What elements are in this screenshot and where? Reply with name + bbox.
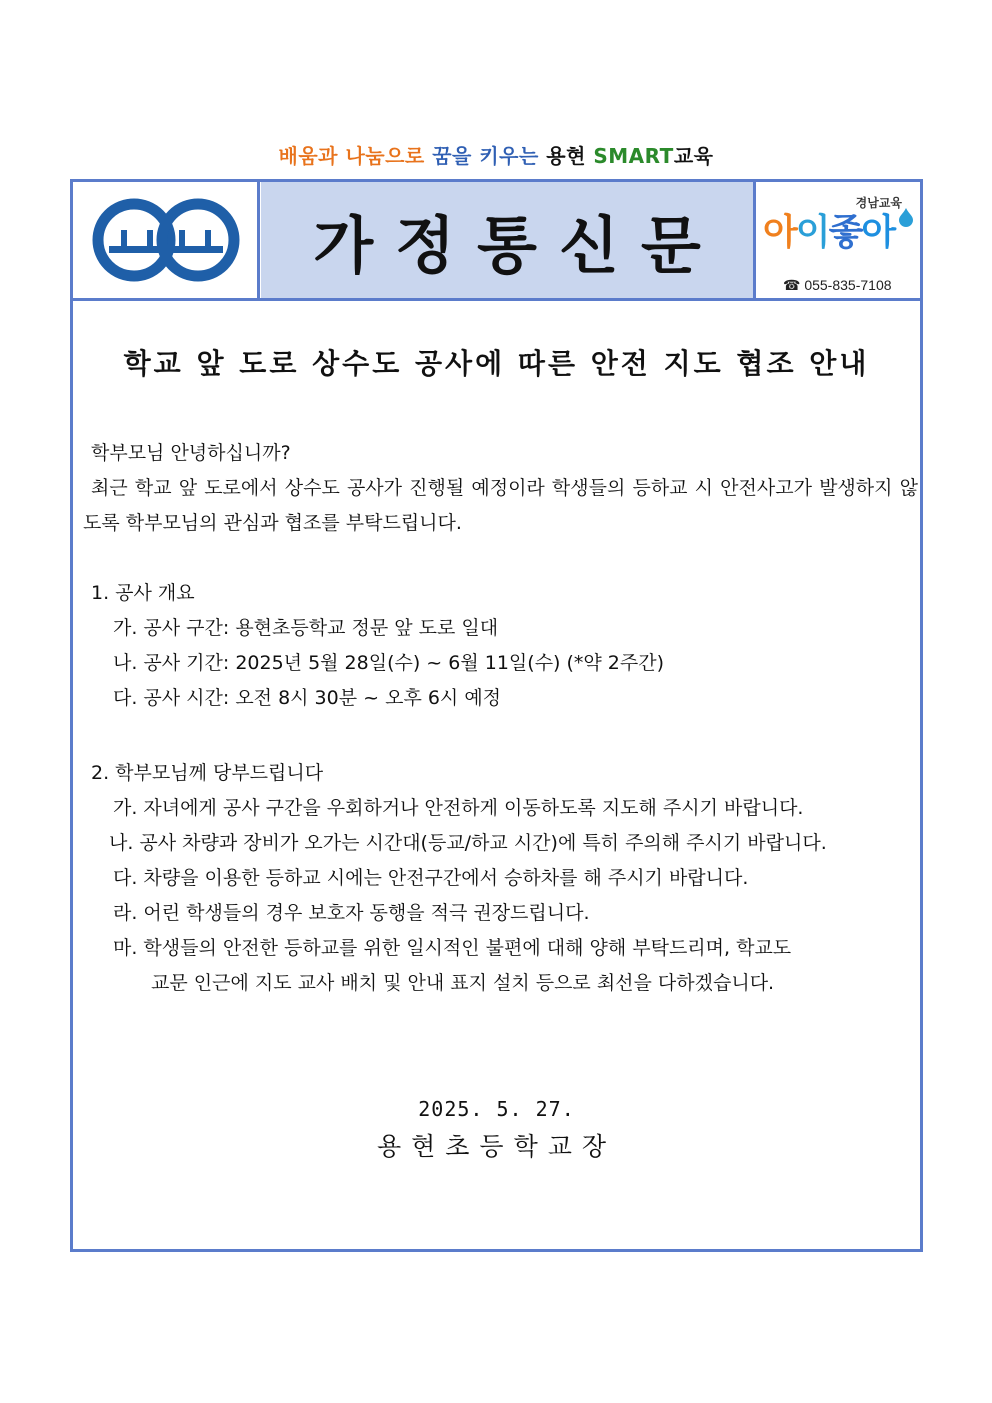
phone-number: ☎ 055-835-7108 <box>783 277 892 293</box>
slogan-part: 교육 <box>673 144 714 168</box>
list-item: 나. 공사 기간: 2025년 5월 28일(수) ~ 6월 11일(수) (*약 2주간) <box>113 652 665 674</box>
list-item: 마. 학생들의 안전한 등하교를 위한 일시적인 불편에 대해 양해 부탁드리며, 학교도 <box>113 937 792 959</box>
brand-logo: 아이좋아 <box>763 212 895 253</box>
list-item: 가. 공사 구간: 용현초등학교 정문 앞 도로 일대 <box>113 617 499 639</box>
list-item: 다. 공사 시간: 오전 8시 30분 ~ 오후 6시 예정 <box>113 687 502 709</box>
document-type-title: 가정통신문 <box>313 208 723 282</box>
school-emblem-icon <box>91 190 241 290</box>
list-item-continuation: 교문 인근에 지도 교사 배치 및 안내 표지 설치 등으로 최선을 다하겠습니다. <box>151 972 775 994</box>
slogan-part: 나눔으로 <box>345 144 433 168</box>
signer: 용현초등학교장 <box>376 1132 617 1161</box>
greeting: 학부모님 안녕하십니까? <box>91 442 291 464</box>
slogan-part: 용현 <box>546 144 594 168</box>
section-heading: 2. 학부모님께 당부드립니다 <box>91 762 324 784</box>
section-heading: 1. 공사 개요 <box>91 582 195 604</box>
education-office-label: 경남교육 <box>855 196 902 210</box>
list-item: 가. 자녀에게 공사 구간을 우회하거나 안전하게 이동하도록 지도해 주시기 바랍니다. <box>113 797 804 819</box>
title-cell <box>261 182 756 298</box>
notice-title: 학교 앞 도로 상수도 공사에 따른 안전 지도 협조 안내 <box>123 347 870 380</box>
water-splash-icon <box>895 206 917 228</box>
slogan-part: 키우는 <box>479 144 547 168</box>
intro-section <box>83 436 918 541</box>
school-emblem-cell <box>73 182 260 298</box>
issue-date: 2025. 5. 27. <box>418 1097 575 1121</box>
list-item: 나. 공사 차량과 장비가 오가는 시간대(등교/하교 시간)에 특히 주의해 주시기 바랍니다. <box>109 832 827 854</box>
letterhead <box>73 182 920 301</box>
school-slogan <box>0 140 992 169</box>
slogan-part: 꿈을 <box>432 144 480 168</box>
brand-cell <box>757 182 920 298</box>
slogan-part: SMART <box>593 144 674 168</box>
list-item: 다. 차량을 이용한 등하교 시에는 안전구간에서 승하차를 해 주시기 바랍니다. <box>113 867 749 889</box>
list-item: 라. 어린 학생들의 경우 보호자 동행을 적극 권장드립니다. <box>113 902 590 924</box>
section-requests <box>83 756 918 1001</box>
document-frame <box>70 179 923 1252</box>
intro-paragraph: 최근 학교 앞 도로에서 상수도 공사가 진행될 예정이라 학생들의 등하교 시 안전사고가 발생하지 않도록 학부모님의 관심과 협조를 부탁드립니다. <box>83 477 918 534</box>
section-overview <box>83 576 918 716</box>
slogan-part: 배움과 <box>278 144 346 168</box>
